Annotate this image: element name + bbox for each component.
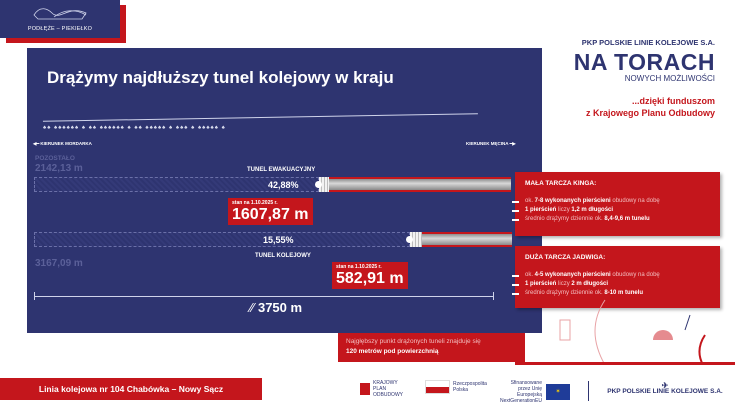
deepest-point-line2: 120 metrów pod powierzchnią xyxy=(346,348,439,355)
train-logo-icon xyxy=(30,3,90,23)
funding-line-2: z Krajowego Planu Odbudowy xyxy=(585,108,715,118)
rail-percent: 15,55% xyxy=(263,235,294,245)
small-tbm-line: średnio drążymy dziennie ok. 8,4-9,6 m tunelu xyxy=(525,215,710,224)
pkp-wings-icon: ✈ xyxy=(661,381,669,390)
direction-right: KIERUNEK MĘCINA ━▶ xyxy=(466,141,516,146)
page-title: Drążymy najdłuższy tunel kolejowy w kraju xyxy=(47,68,394,87)
rail-bored-value: 582,91 m xyxy=(336,270,404,287)
rail-remaining: 3167,09 m xyxy=(35,258,83,269)
evac-tunnel-label: TUNEL EWAKUACYJNY xyxy=(247,167,316,173)
eu-flag-icon: ✶ xyxy=(546,384,570,400)
eu-logo: Sfinansowane przez Unię Europejską NextGenerationEU✶ xyxy=(497,380,577,404)
deepest-point-line1: Najgłębszy punkt drążonych tuneli znajduje się xyxy=(346,338,481,345)
badge-label: PODŁĘŻE – PIEKIEŁKO xyxy=(27,26,93,32)
decorative-sketch-icon xyxy=(545,295,725,365)
slogan-sub: NOWYCH MOŻLIWOŚCI xyxy=(624,74,715,83)
polish-flag-icon xyxy=(425,380,450,394)
rp-logo: Rzeczpospolita Polska xyxy=(425,380,495,394)
evac-stat-box xyxy=(228,198,313,225)
evac-progress-marker xyxy=(315,181,322,188)
evac-remaining: 2142,13 m xyxy=(35,163,83,174)
slogan-main: NA TORACH xyxy=(573,49,715,75)
rail-stat-box xyxy=(332,262,408,289)
rail-tunnel-label: TUNEL KOLEJOWY xyxy=(255,253,311,259)
small-tbm-box xyxy=(515,172,720,236)
total-tick-left xyxy=(34,292,35,300)
project-badge xyxy=(0,0,120,38)
kpo-icon xyxy=(360,383,370,395)
accent-line xyxy=(515,362,735,365)
large-tbm-line: ok. 4-5 wykonanych pierścieni obudowy na dobę xyxy=(525,271,710,280)
total-length-line xyxy=(34,296,494,297)
large-tbm-line: 1 pierścień liczy 2 m długości xyxy=(525,280,710,289)
trees-icon: ♠♠ ♠♠♠♠♠♠ ♠ ♠♠ ♠♠♠♠♠♠ ♠ ♠♠ ♠♠♠♠♠ ♠ ♠♠♠ ♠ ♠♠♠♠♠ ♠ xyxy=(43,125,226,131)
kpo-logo: KRAJOWY PLAN ODBUDOWY xyxy=(360,380,420,398)
funding-line-1: ...dzięki funduszom xyxy=(631,96,715,106)
small-tbm-title: MAŁA TARCZA KINGA: xyxy=(525,180,597,187)
line-name-banner: Linia kolejowa nr 104 Chabówka – Nowy Sącz xyxy=(0,378,262,400)
large-tbm-title: DUŻA TARCZA JADWIGA: xyxy=(525,254,606,261)
evac-bored-bar xyxy=(329,177,511,192)
ruler-icon: ⁄⁄ xyxy=(250,300,258,315)
rail-bored-bar xyxy=(422,232,512,247)
direction-left: ◀━ KIERUNEK MORDARKA xyxy=(33,141,92,146)
total-length: ⁄⁄ 3750 m xyxy=(250,300,303,315)
evac-bored-value: 1607,87 m xyxy=(232,206,309,223)
small-tbm-line: ok. 7-8 wykonanych pierścieni obudowy na dobę xyxy=(525,197,710,206)
total-tick-right xyxy=(493,292,494,300)
rail-progress-marker xyxy=(406,236,413,243)
rail-remaining-bar xyxy=(34,232,410,247)
remaining-label: POZOSTAŁO xyxy=(35,155,75,162)
campaign-header xyxy=(535,38,715,119)
rail-date: stan na 1.10.2025 r. xyxy=(336,264,382,270)
deepest-point-box xyxy=(338,333,525,362)
large-tbm-line: średnio drążymy dziennie ok. 8-10 m tunelu xyxy=(525,289,710,298)
pkp-logo: ✈ PKP POLSKIE LINIE KOLEJOWE S.A. xyxy=(600,383,730,395)
footer-divider xyxy=(588,381,589,401)
evac-date: stan na 1.10.2025 r. xyxy=(232,200,278,206)
small-tbm-line: 1 pierścień liczy 1,2 m długości xyxy=(525,206,710,215)
evac-percent: 42,88% xyxy=(268,180,299,190)
pkp-name: PKP POLSKIE LINIE KOLEJOWE S.A. xyxy=(581,38,715,47)
